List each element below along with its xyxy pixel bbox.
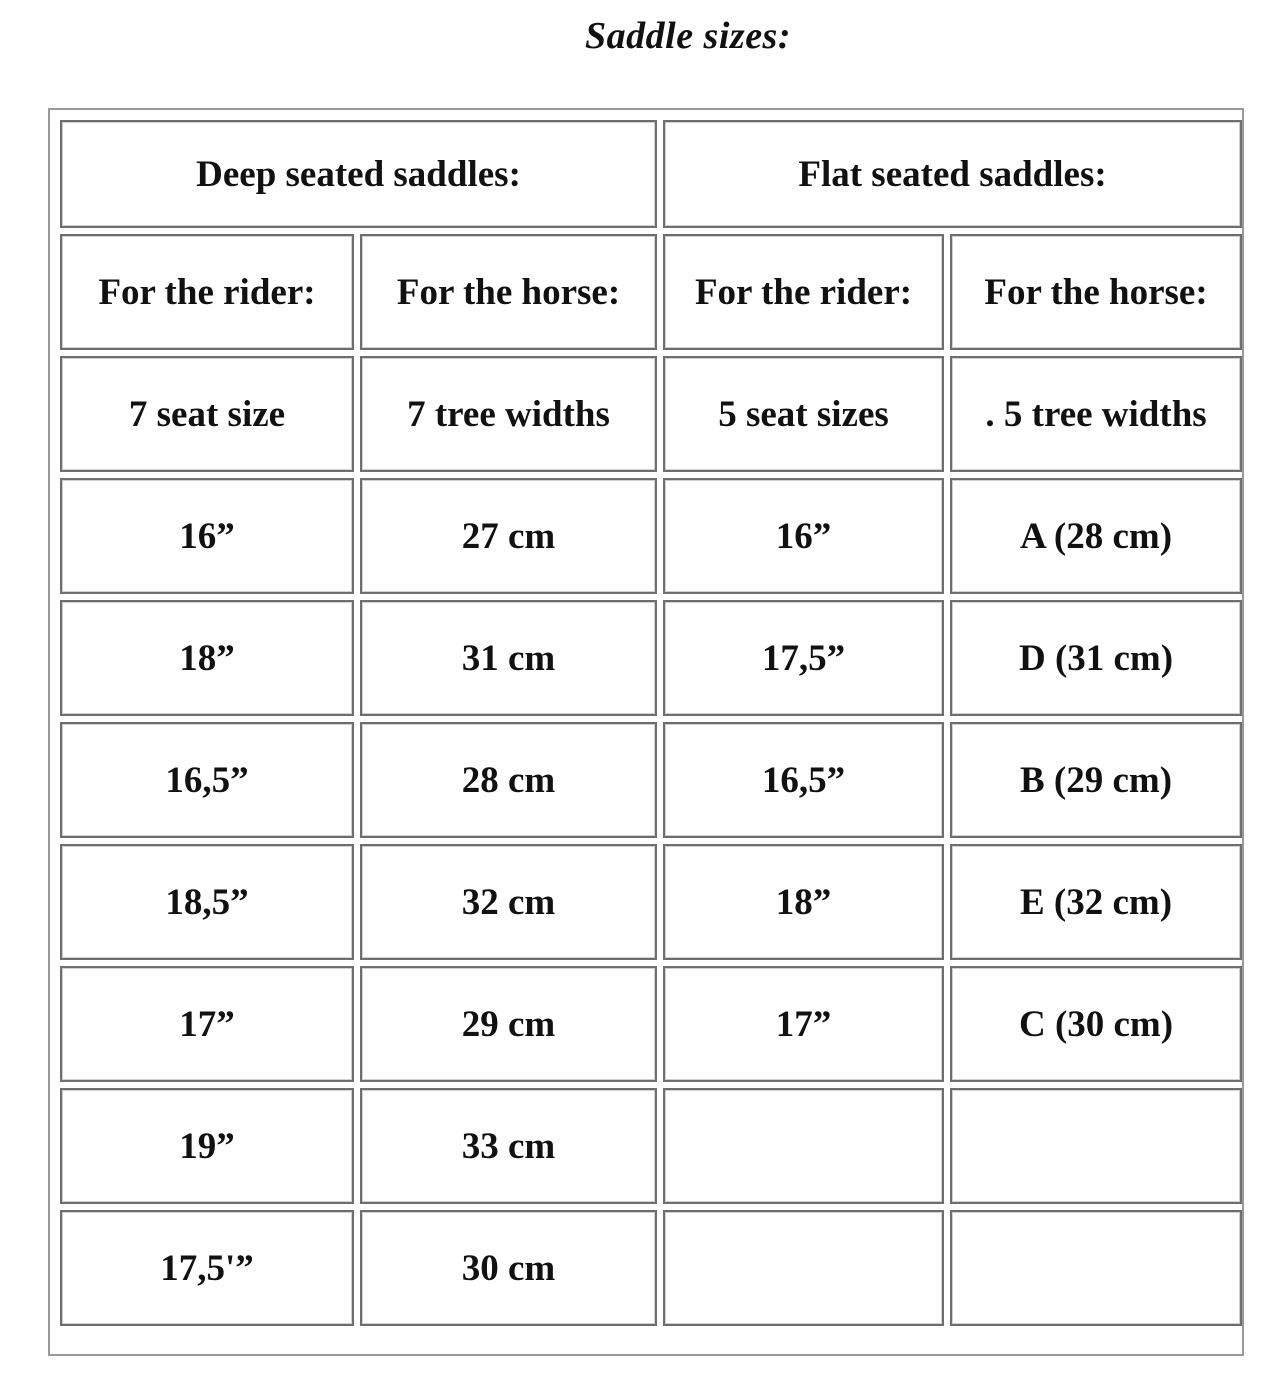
flat-horse-cell: B (29 cm) [950,722,1242,838]
deep-rider-cell: 16” [60,478,354,594]
table-row [60,600,1242,716]
flat-horse-count: . 5 tree widths [950,356,1242,472]
deep-horse-cell: 29 cm [360,966,657,1082]
table-row [60,844,1242,960]
deep-rider-cell: 16,5” [60,722,354,838]
deep-horse-cell: 27 cm [360,478,657,594]
flat-rider-header: For the rider: [663,234,944,350]
group-header-row [60,120,1242,228]
deep-rider-header: For the rider: [60,234,354,350]
deep-horse-header: For the horse: [360,234,657,350]
flat-horse-cell [950,1210,1242,1326]
deep-seated-group-header: Deep seated saddles: [60,120,657,228]
flat-rider-cell: 16” [663,478,944,594]
flat-rider-count: 5 seat sizes [663,356,944,472]
flat-horse-cell: D (31 cm) [950,600,1242,716]
flat-rider-cell: 16,5” [663,722,944,838]
deep-rider-cell: 18” [60,600,354,716]
flat-horse-cell: A (28 cm) [950,478,1242,594]
table-row [60,722,1242,838]
deep-horse-cell: 32 cm [360,844,657,960]
deep-rider-cell: 19” [60,1088,354,1204]
flat-rider-cell: 18” [663,844,944,960]
page-title: Saddle sizes: [585,15,791,57]
flat-rider-cell: 17” [663,966,944,1082]
flat-horse-cell: E (32 cm) [950,844,1242,960]
sub-header-row [60,234,1242,350]
flat-rider-cell: 17,5” [663,600,944,716]
flat-horse-header: For the horse: [950,234,1242,350]
count-row [60,356,1242,472]
deep-rider-cell: 17” [60,966,354,1082]
flat-horse-cell: C (30 cm) [950,966,1242,1082]
saddle-size-table-frame [48,108,1244,1356]
deep-rider-cell: 18,5” [60,844,354,960]
deep-horse-cell: 28 cm [360,722,657,838]
deep-horse-cell: 30 cm [360,1210,657,1326]
flat-rider-cell [663,1088,944,1204]
flat-rider-cell [663,1210,944,1326]
flat-seated-group-header: Flat seated saddles: [663,120,1242,228]
deep-rider-cell: 17,5'” [60,1210,354,1326]
deep-horse-cell: 33 cm [360,1088,657,1204]
table-row [60,478,1242,594]
deep-horse-cell: 31 cm [360,600,657,716]
table-row [60,966,1242,1082]
deep-rider-count: 7 seat size [60,356,354,472]
flat-horse-cell [950,1088,1242,1204]
deep-horse-count: 7 tree widths [360,356,657,472]
table-row [60,1210,1242,1326]
saddle-size-table [54,114,1248,1332]
table-row [60,1088,1242,1204]
